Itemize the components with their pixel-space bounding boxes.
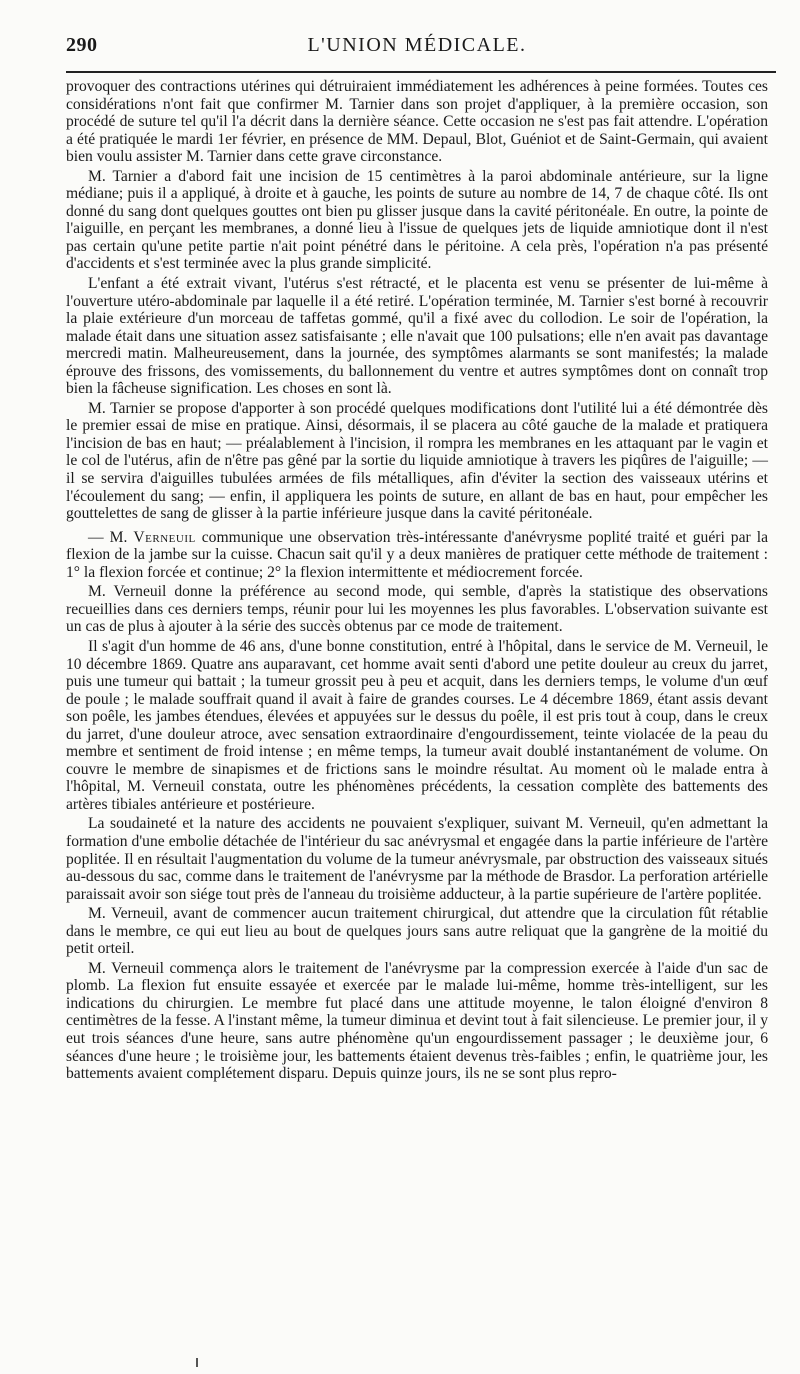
paragraph: M. Verneuil, avant de commencer aucun traitement chirurgical, dut attendre que la circulation fût rétablie dans le membre, ce qui eut lieu au bout de quelques jours sans autre reliquat que la gangrène de la moitié du petit orteil. bbox=[66, 905, 768, 958]
paragraph: M. Tarnier se propose d'apporter à son procédé quelques modifications dont l'utilité lui a été démontrée dès le premier essai de mise en pratique. Ainsi, désormais, il se placera au côté gauche de la malade et pratiquera l'incision de bas en haut; — préalablement à l'incision, il rompra les membranes en les attaquant par le vagin et le col de l'utérus, afin de n'être pas gêné par la sortie du liquide amniotique à travers les piqûres de l'aiguille; — il se servira d'aiguilles tubulées armées de fils métalliques, afin d'éviter la section des vaisseaux utérins et l'écoulement du sang; — enfin, il appliquera les points de suture, en allant de bas en haut, pour empêcher les gouttelettes de sang de glisser à la partie inférieure jusque dans la cavité péritonéale. bbox=[66, 399, 768, 523]
article-body bbox=[66, 78, 768, 1085]
paragraph: M. Verneuil commença alors le traitement de l'anévrysme par la compression exercée à l'aide d'un sac de plomb. La flexion fut ensuite essayée et exercée par le malade lui-même, homme très-intelligent, sur les indications du chirurgien. Le membre fut placé dans une attitude moyenne, le talon éloigné d'environ 8 centimètres de la fesse. A l'instant même, la tumeur diminua et devint tout à fait silencieuse. Le premier jour, il y eut trois séances d'une heure, sans autre phénomène qu'un engourdissement passager ; le deuxième jour, 6 séances d'une heure ; le troisième jour, les battements étaient devenus très-faibles ; enfin, le quatrième jour, les battements avaient complétement disparu. Depuis quinze jours, ils ne se sont plus repro- bbox=[66, 959, 768, 1083]
paragraph: M. Tarnier a d'abord fait une incision de 15 centimètres à la paroi abdominale antérieure, sur la ligne médiane; puis il a appliqué, à droite et à gauche, les points de suture au nombre de 14, 7 de chaque côté. Ils ont donné du sang dont quelques gouttes ont bien pu glisser jusque dans la cavité péritonéale. En outre, la pointe de l'aiguille, en perçant les membranes, a donné lieu à l'issue de quelques jets de liquide amniotique dont il n'est pas certain qu'une petite partie n'ait point pénétré dans le péritoine. A cela près, l'opération n'a pas présenté d'accidents et s'est terminée avec la plus grande simplicité. bbox=[66, 167, 768, 273]
paragraph: La soudaineté et la nature des accidents ne pouvaient s'expliquer, suivant M. Verneuil, qu'en admettant la formation d'une embolie détachée de l'intérieur du sac anévrysmal et engagée dans la partie inférieure de l'artère poplitée. Il en résultait l'augmentation du volume de la tumeur anévrysmale, par obstruction des vaisseaux situés au-dessous du sac, comme dans le traitement de l'anévrysme par la méthode de Brasdor. La perforation artérielle paraissait avoir son siége tout près de l'anneau du troisième adducteur, à la partie supérieure de l'artère poplitée. bbox=[66, 815, 768, 903]
paragraph: M. Verneuil donne la préférence au second mode, qui semble, d'après la statistique des observations recueillies dans ces derniers temps, réunir pour lui les moyennes les plus favorables. L'observation suivante est un cas de plus à ajouter à la série des succès obtenus par ce mode de traitement. bbox=[66, 583, 768, 636]
stray-print-mark bbox=[196, 1358, 198, 1367]
paragraph-text: communique une observation très-intéressante d'anévrysme poplité traité et guéri par la flexion de la jambe sur la cuisse. Chacun sait qu'il y a deux manières de pratiquer cette méthode de traitement : 1° la flexion forcée et continue; 2° la flexion intermittente et médiocrement forcée. bbox=[66, 528, 768, 581]
page-number: 290 bbox=[66, 34, 98, 56]
author-name: Verneuil bbox=[133, 528, 196, 546]
paragraph: L'enfant a été extrait vivant, l'utérus s'est rétracté, et le placenta est venu se présenter de lui-même à l'ouverture utéro-abdominale par laquelle il a été retiré. L'opération terminée, M. Tarnier s'est borné à recouvrir la plaie extérieure d'un morceau de taffetas gommé, qu'il a fixé avec du collodion. Le soir de l'opération, la malade était dans une situation assez satisfaisante ; elle n'avait que 100 pulsations; elle n'en avait pas davantage mercredi matin. Malheureusement, dans la journée, des symptômes alarmants se sont manifestés; la malade éprouve des frissons, des vomissements, du ballonnement du ventre et autres symptômes dont on connaît trop bien la fâcheuse signification. Les choses en sont là. bbox=[66, 275, 768, 398]
header-rule bbox=[66, 71, 776, 73]
verneuil-communication-paragraph bbox=[66, 529, 768, 582]
paragraph: provoquer des contractions utérines qui détruiraient immédiatement les adhérences à peine formées. Toutes ces considérations n'ont fait que confirmer M. Tarnier dans son projet d'appliquer, à la première occasion, son procédé de suture tel qu'il l'a décrit dans la dernière séance. Cette occasion ne s'est pas fait attendre. L'opération a été pratiquée le mardi 1er février, en présence de MM. Depaul, Blot, Guéniot et de Saint-Germain, qui avaient bien voulu assister M. Tarnier dans cette grave circonstance. bbox=[66, 78, 768, 166]
journal-title: L'UNION MÉDICALE. bbox=[307, 34, 527, 56]
paragraph: Il s'agit d'un homme de 46 ans, d'une bonne constitution, entré à l'hôpital, dans le service de M. Verneuil, le 10 décembre 1869. Quatre ans auparavant, cet homme avait senti d'abord une petite douleur au creux du jarret, puis une tumeur qui battait ; la tumeur grossit peu à peu et acquit, dans les derniers temps, le volume d'un œuf de poule ; le malade souffrait quand il avait à faire de grandes courses. Le 4 décembre 1869, étant assis devant son poêle, les jambes étendues, élevées et appuyées sur le dessus du poêle, il est pris tout à coup, dans le creux du jarret, d'une douleur atroce, avec sensation extraordinaire d'engourdissement, teinte violacée de la peau du membre et sentiment de froid intense ; en même temps, la tumeur avait doublé instantanément de volume. On couvre le membre de sinapismes et de frictions sans le moindre résultat. Au moment où le malade entra à l'hôpital, M. Verneuil constata, outre les phénomènes précédents, la cessation complète des battements des artères tibiales antérieure et postérieure. bbox=[66, 637, 768, 813]
page-header bbox=[66, 34, 768, 64]
paragraph-prefix: — M. bbox=[88, 528, 134, 546]
